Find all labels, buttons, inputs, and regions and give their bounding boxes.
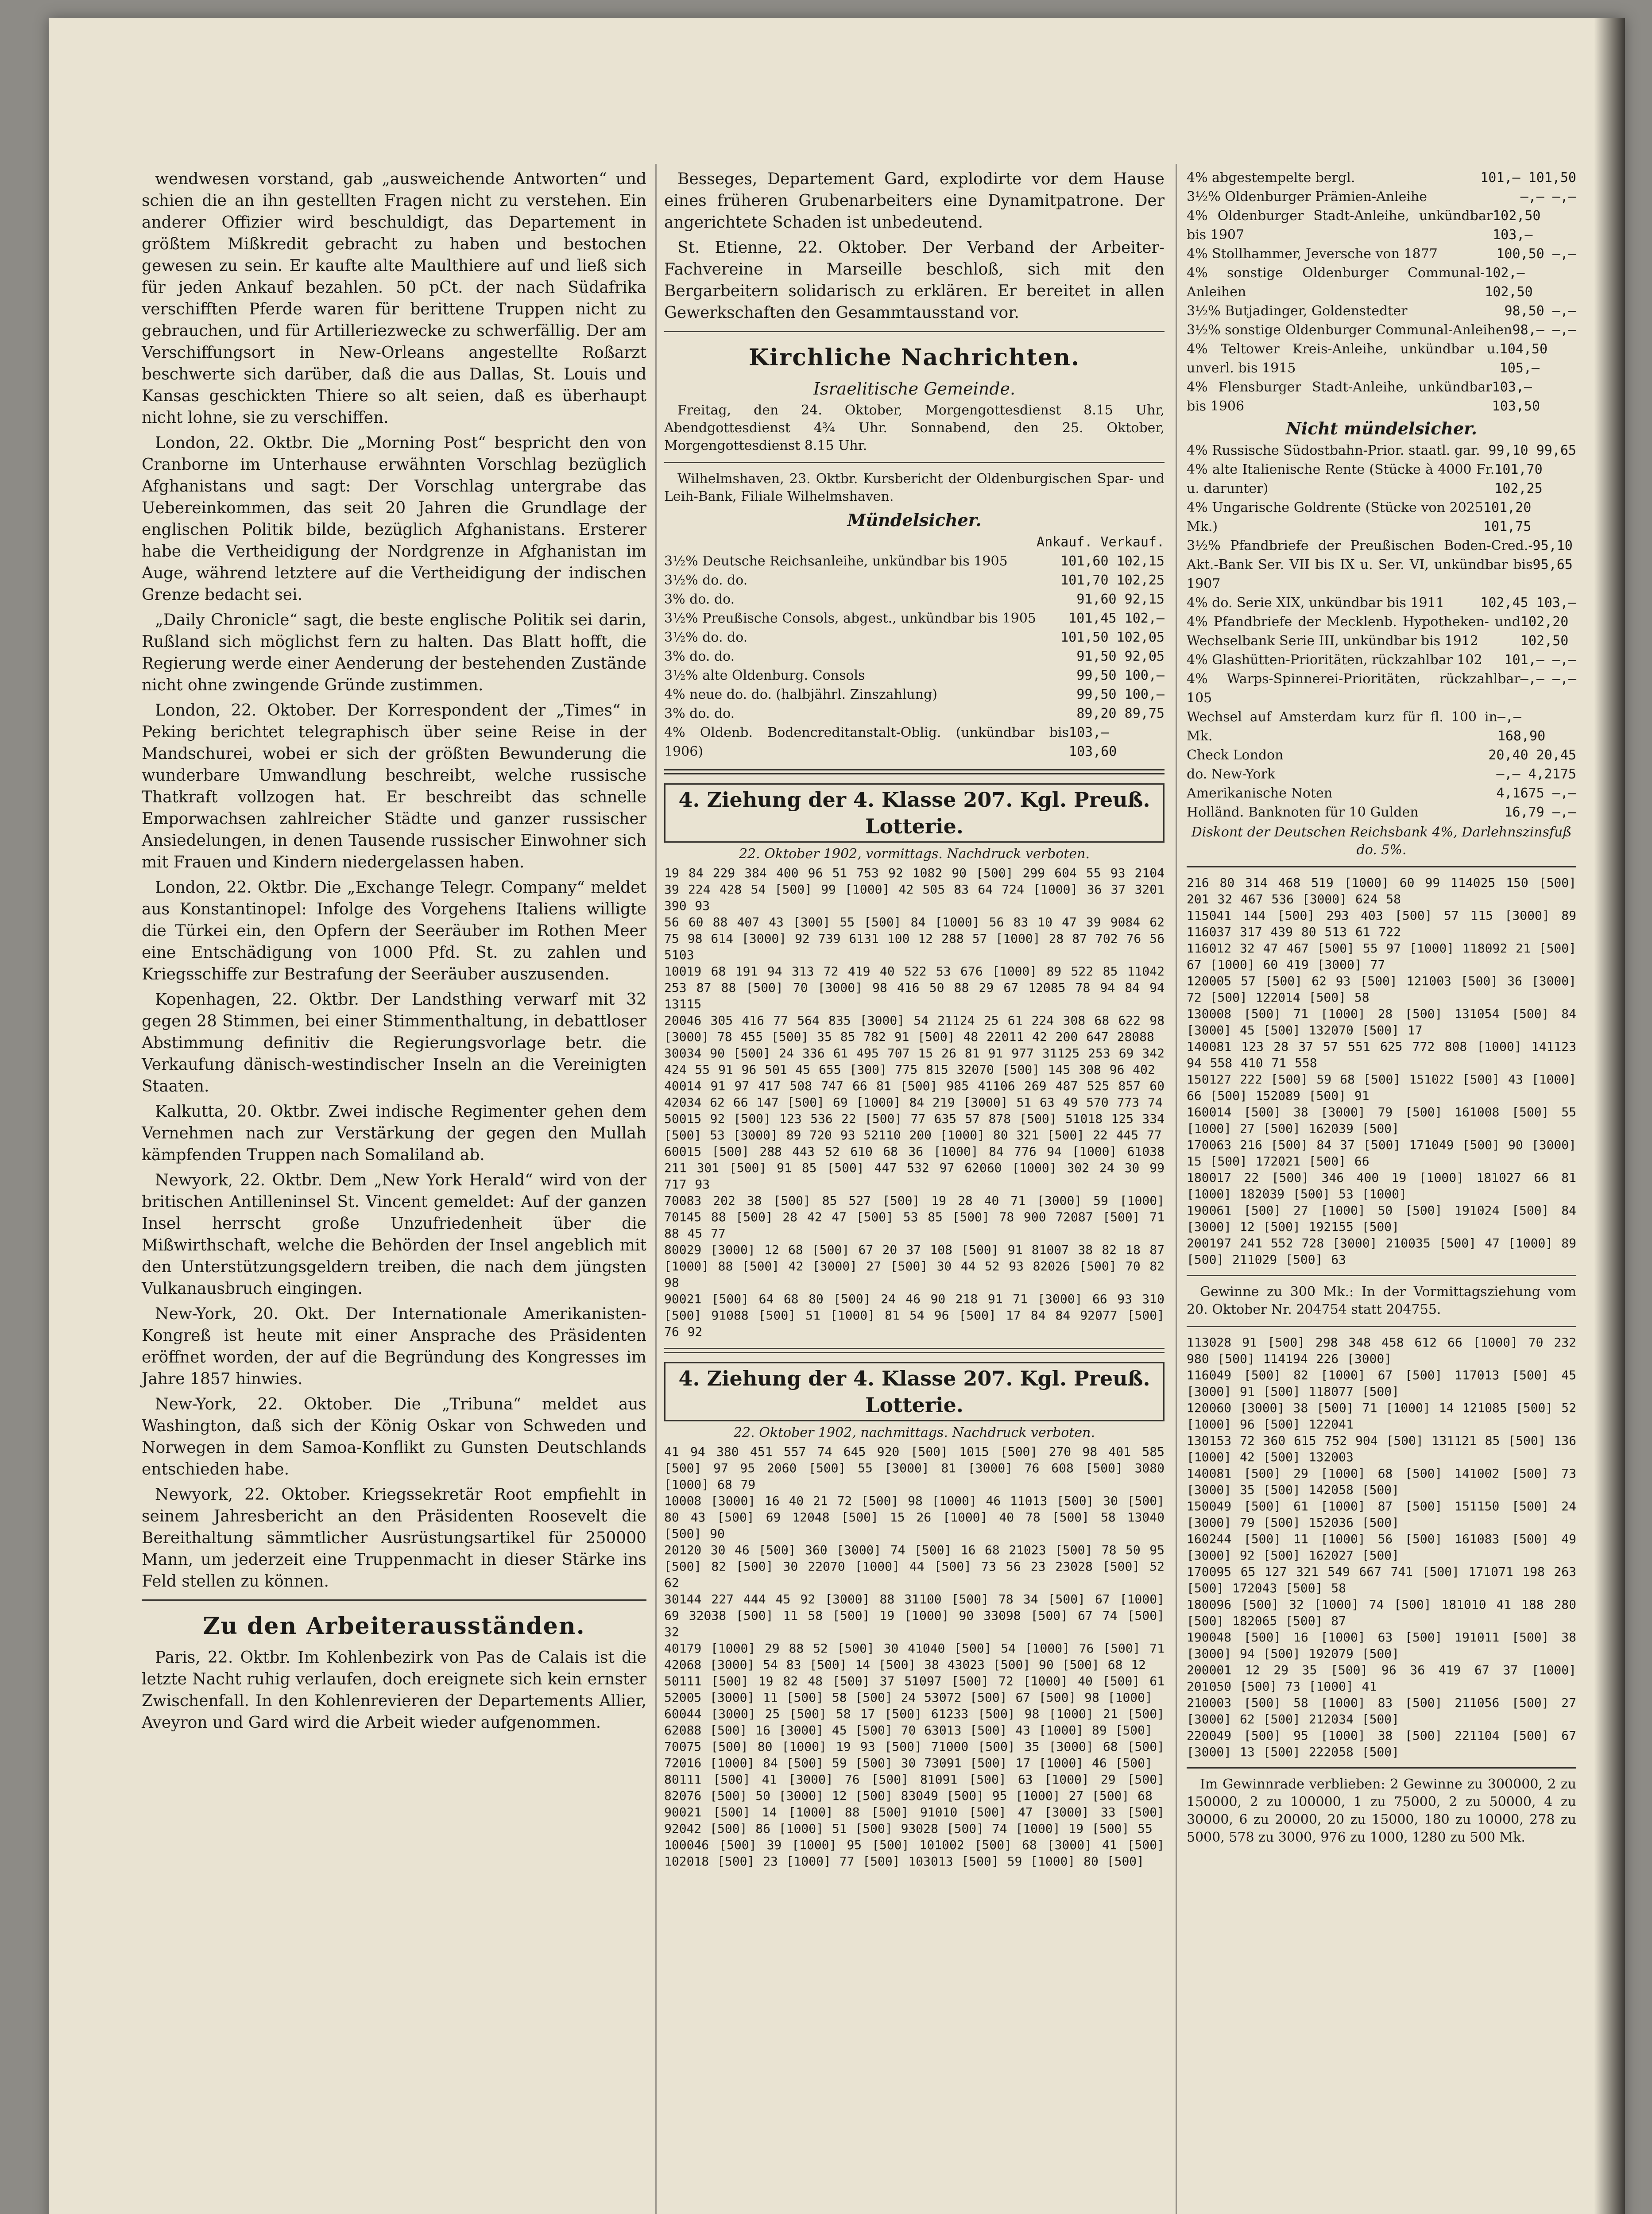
column-separator bbox=[1176, 164, 1177, 2214]
lottery-number-line: 50015 92 [500] 123 536 22 [500] 77 635 57 878 [500] 51018 125 334 [500] 53 [3000] 89 720 93 52110 200 [1000] 80 321 [500] 22 445 77 bbox=[664, 1111, 1165, 1142]
rate-value: 99,50 100,— bbox=[1076, 668, 1165, 683]
lottery-number-line: 120060 [3000] 38 [500] 71 [1000] 14 121085 [500] 52 [1000] 96 [500] 122041 bbox=[1187, 1401, 1576, 1432]
lottery-number-line: 56 60 88 407 43 [300] 55 [500] 84 [1000] 56 83 10 47 39 9084 62 75 98 614 [3000] 92 739 6131 100 12 288 57 [1000] 28 87 702 76 56 5103 bbox=[664, 915, 1165, 962]
column-separator bbox=[655, 164, 657, 2214]
news-paragraph: St. Etienne, 22. Oktober. Der Verband der Arbeiter-Fachvereine in Marseille beschloß, sich mit den Bergarbeitern solidarisch zu erklären. Er bereitet in allen Gewerkschaften den Gesammtausstand vor. bbox=[664, 239, 1165, 322]
rate-label: 4% sonstige Oldenburger Communal-Anleihen bbox=[1187, 265, 1485, 300]
rate-value: 98,— —,— bbox=[1512, 322, 1576, 338]
news-paragraph: Paris, 22. Oktbr. Im Kohlenbezirk von Pas de Calais ist die letzte Nacht ruhig verlaufen, doch ereignete sich kein ernster Zwischenfall. In den Kohlenrevieren der Departements Allier, Aveyron und Gard wird die Arbeit wieder aufgenommen. bbox=[142, 1649, 646, 1732]
lottery-number-line: 190048 [500] 16 [1000] 63 [500] 191011 [500] 38 [3000] 94 [500] 192079 [500] bbox=[1187, 1630, 1576, 1661]
lottery-number-line: 70083 202 38 [500] 85 527 [500] 19 28 40 71 [3000] 59 [1000] 70145 88 [500] 28 42 47 [500] 53 85 [500] 78 900 72087 [500] 71 88 45 77 bbox=[664, 1193, 1165, 1241]
rate-label: 4% neue do. do. (halbjährl. Zinszahlung) bbox=[664, 687, 937, 702]
rate-row bbox=[664, 666, 1165, 685]
rate-label: Amerikanische Noten bbox=[1187, 786, 1333, 801]
news-paragraph: „Daily Chronicle“ sagt, die beste englische Politik sei darin, Rußland sich möglichst fern zu halten. Das Blatt hofft, die Regierung werde einer Aenderung der bestehenden Zustände nicht ohne zwingende Gründe zustimmen. bbox=[142, 611, 646, 694]
rate-value: —,— 168,90 bbox=[1497, 709, 1546, 744]
lottery-number-line: 200197 241 552 728 [3000] 210035 [500] 47 [1000] 89 [500] 211029 [500] 63 bbox=[1187, 1236, 1576, 1267]
lottery-number-line: 180096 [500] 32 [1000] 74 [500] 181010 41 188 280 [500] 182065 [500] 87 bbox=[1187, 1597, 1576, 1628]
rate-row bbox=[1187, 263, 1576, 302]
rate-label: 4% Glashütten-Prioritäten, rückzahlbar 102 bbox=[1187, 652, 1482, 668]
news-paragraph: wendwesen vorstand, gab „ausweichende Antworten“ und schien die an ihn gestellten Fragen nicht zu verstehen. Ein anderer Offizier wird beschuldigt, das Departement in größtem Mißkredit gebracht zu haben und bestochen gewesen zu sein. Er kaufte alte Maulthiere auf und ließ sich für jeden Ankauf bezahlen. 50 pCt. der nach Südafrika verschifften Pferde waren für berittene Truppen nicht zu gebrauchen, und für Artilleriezwecke zu schwerfällig. Der am Verschiffungsort in New-Orleans angestellte Roßarzt beschwerte sich darüber, daß die aus Dallas, St. Louis und Kansas geschickten Thiere so alt seien, daß es überhaupt nicht lohne, sie zu verschiffen. bbox=[142, 170, 646, 427]
divider bbox=[1187, 1767, 1576, 1769]
news-paragraph: London, 22. Oktbr. Die „Exchange Telegr. Company“ meldet aus Konstantinopel: Infolge des Vorgehens Italiens willigte die Türkei ein, den Opfern der Seeräuber im Rothen Meer eine Entschädigung von 1000 Pfd. St. zu zahlen und Kriegsschiffe zur Bestrafung der Seeräuber auszusenden. bbox=[142, 879, 646, 983]
rate-label: Check London bbox=[1187, 747, 1284, 763]
lottery-number-line: 20120 30 46 [500] 360 [3000] 74 [500] 16 68 21023 [500] 78 50 95 [500] 82 [500] 30 22070 [1000] 44 [500] 73 56 23 23028 [500] 52 62 bbox=[664, 1543, 1165, 1590]
rate-row bbox=[664, 628, 1165, 647]
rate-value: 101,20 101,75 bbox=[1483, 500, 1532, 534]
rate-label: do. New-York bbox=[1187, 766, 1276, 782]
rate-row bbox=[1187, 244, 1576, 263]
divider bbox=[1187, 1275, 1576, 1276]
lottery-number-line: 60044 [3000] 25 [500] 58 17 [500] 61233 [500] 98 [1000] 21 [500] 62088 [500] 16 [3000] 45 [500] 70 63013 [500] 43 [1000] 89 [500] bbox=[664, 1707, 1165, 1738]
rates-head: Nicht mündelsicher. bbox=[1286, 418, 1477, 438]
rate-value: 102,20 102,50 bbox=[1520, 614, 1569, 649]
lottery-number-line: 160014 [500] 38 [3000] 79 [500] 161008 [500] 55 [1000] 27 [500] 162039 [500] bbox=[1187, 1105, 1576, 1136]
rate-value: —,— —,— bbox=[1520, 189, 1576, 205]
news-paragraph: New-York, 20. Okt. Der Internationale Amerikanisten-Kongreß ist heute mit einer Ansprache des Präsidenten eröffnet worden, der auf die Begründung des Kongresses im Jahre 1857 hinwies. bbox=[142, 1305, 646, 1388]
rate-row bbox=[1187, 708, 1576, 746]
rate-row bbox=[1187, 187, 1576, 206]
lottery-number-line: 90021 [500] 64 68 80 [500] 24 46 90 218 91 71 [3000] 66 93 310 [500] 91088 [500] 51 [1000] 81 54 96 [500] 17 84 84 92077 [500] 76 92 bbox=[664, 1292, 1165, 1339]
rate-value: 98,50 —,— bbox=[1504, 303, 1576, 319]
double-rule bbox=[664, 1348, 1165, 1353]
lottery-number-line: 80111 [500] 41 [3000] 76 [500] 81091 [500] 63 [1000] 29 [500] 82076 [500] 50 [3000] 12 [500] 83049 [500] 95 [1000] 27 [500] 68 bbox=[664, 1772, 1165, 1803]
rate-row bbox=[1187, 746, 1576, 765]
rate-value: 102,45 103,— bbox=[1480, 595, 1576, 611]
lottery-number-line: 120005 57 [500] 62 93 [500] 121003 [500] 36 [3000] 72 [500] 122014 [500] 58 bbox=[1187, 974, 1576, 1005]
lottery-number-line: 41 94 380 451 557 74 645 920 [500] 1015 [500] 270 98 401 585 [500] 97 95 2060 [500] 55 [3000] 81 [3000] 76 608 [500] 3080 [1000] 68 79 bbox=[664, 1444, 1165, 1492]
divider bbox=[1187, 1326, 1576, 1327]
rate-label: 4% Flensburger Stadt-Anleihe, unkündbar bis 1906 bbox=[1187, 379, 1492, 414]
church-subhead: Israelitische Gemeinde. bbox=[813, 379, 1016, 399]
discount-line: Diskont der Deutschen Reichsbank 4%, Darlehnszinsfuß do. 5%. bbox=[1191, 824, 1572, 858]
rate-label: 4% do. Serie XIX, unkündbar bis 1911 bbox=[1187, 595, 1444, 611]
news-paragraph: Kalkutta, 20. Oktbr. Zwei indische Regimenter gehen dem Vernehmen nach zur Verstärkung der gegen den Mullah kämpfenden Truppen nach Somaliland ab. bbox=[142, 1103, 646, 1164]
lottery-number-line: 170095 65 127 321 549 667 741 [500] 171071 198 263 [500] 172043 [500] 58 bbox=[1187, 1564, 1576, 1595]
rate-value: 91,50 92,05 bbox=[1076, 649, 1165, 664]
rate-row bbox=[1187, 168, 1576, 187]
rate-value: 101,60 102,15 bbox=[1060, 554, 1165, 569]
rate-label: 3½% Deutsche Reichsanleihe, unkündbar bis 1905 bbox=[664, 554, 1008, 569]
rate-row bbox=[1187, 593, 1576, 612]
lottery-number-line: 115041 144 [500] 293 403 [500] 57 115 [3000] 89 116037 317 439 80 513 61 722 bbox=[1187, 908, 1576, 939]
rate-value: 99,10 99,65 bbox=[1488, 443, 1576, 458]
rate-value: —,— 4,2175 bbox=[1496, 766, 1576, 782]
news-paragraph: London, 22. Oktbr. Die „Morning Post“ bespricht den von Cranborne im Unterhause erwähnten Vorschlag bezüglich Afghanistans und sagt: Der Vorschlag untergrabe das Uebereinkommen, das seit 20 Jahren die Grundlage der englischen Politik bilde, bezüglich Afghanistans. Ersterer habe die Vertheidigung der Nordgrenze in Afghanistan im Auge, während letztere auf die Vertheidigung der indischen Grenze bedacht sei. bbox=[142, 434, 646, 604]
rate-value: 16,79 —,— bbox=[1504, 805, 1576, 820]
rate-row bbox=[664, 552, 1165, 571]
lottery-number-line: 30144 227 444 45 92 [3000] 88 31100 [500] 78 34 [500] 67 [1000] 69 32038 [500] 11 58 [500] 19 [1000] 90 33098 [500] 67 74 [500] 32 bbox=[664, 1592, 1165, 1639]
rate-value: 89,20 89,75 bbox=[1076, 706, 1165, 721]
lottery-numbers-continued bbox=[1187, 875, 1576, 1268]
rate-row bbox=[1187, 302, 1576, 321]
news-paragraph: Newyork, 22. Oktbr. Dem „New York Herald“ wird von der britischen Antilleninsel St. Vincent gemeldet: Auf der ganzen Insel herrscht große Unzufriedenheit über die Mißwirthschaft, welche die Behörden der Insel angeblich mit den Unterstützungsgeldern treiben, die nach dem jüngsten Vulkanausbruch eingingen. bbox=[142, 1171, 646, 1298]
rate-row bbox=[1187, 765, 1576, 784]
lottery-number-line: 130153 72 360 615 752 904 [500] 131121 85 [500] 136 [1000] 42 [500] 132003 bbox=[1187, 1433, 1576, 1464]
lottery-number-line: 190061 [500] 27 [1000] 50 [500] 191024 [500] 84 [3000] 12 [500] 192155 [500] bbox=[1187, 1203, 1576, 1234]
column-2 bbox=[664, 168, 1165, 1870]
rate-value: 101,50 102,05 bbox=[1060, 630, 1165, 645]
rate-label: 3½% Oldenburger Prämien-Anleihe bbox=[1187, 189, 1428, 205]
section-head-church: Kirchliche Nachrichten. bbox=[748, 344, 1080, 371]
lottery-numbers-afternoon-continued bbox=[1187, 1334, 1576, 1760]
rate-row bbox=[1187, 321, 1576, 340]
rate-value: 101,45 102,— bbox=[1068, 611, 1165, 626]
rate-row bbox=[1187, 612, 1576, 650]
rate-value: 4,1675 —,— bbox=[1496, 786, 1576, 801]
lottery-subtitle-afternoon: 22. Oktober 1902, nachmittags. Nachdruck verboten. bbox=[733, 1425, 1095, 1440]
news-paragraphs bbox=[142, 168, 646, 1592]
bank-columns-header: Ankauf. Verkauf. bbox=[1037, 534, 1165, 550]
rate-row bbox=[1187, 498, 1576, 536]
rate-row bbox=[664, 647, 1165, 666]
rate-row bbox=[1187, 650, 1576, 670]
bank-head: Mündelsicher. bbox=[847, 510, 982, 530]
rate-label: 4% Pfandbriefe der Mecklenb. Hypotheken- und Wechselbank Serie III, unkündbar bis 1912 bbox=[1187, 614, 1520, 649]
rate-label: 4% Warps-Spinnerei-Prioritäten, rückzahlbar 105 bbox=[1187, 671, 1520, 706]
divider bbox=[664, 462, 1165, 463]
lottery-number-line: 116049 [500] 82 [1000] 67 [500] 117013 [500] 45 [3000] 91 [500] 118077 [500] bbox=[1187, 1368, 1576, 1399]
divider bbox=[1187, 866, 1576, 867]
rate-value: 100,50 —,— bbox=[1496, 246, 1576, 262]
lottery-number-line: 30034 90 [500] 24 336 61 495 707 15 26 81 91 977 31125 253 69 342 424 55 91 96 501 45 655 [300] 775 815 32070 [500] 145 308 96 402 bbox=[664, 1046, 1165, 1077]
lottery-number-line: 50111 [500] 19 82 48 [500] 37 51097 [500] 72 [1000] 40 [500] 61 52005 [3000] 11 [500] 58 [500] 24 53072 [500] 67 [500] 98 [1000] bbox=[664, 1674, 1165, 1705]
lottery-subtitle-morning: 22. Oktober 1902, vormittags. Nachdruck verboten. bbox=[739, 846, 1090, 862]
lottery-number-line: 40179 [1000] 29 88 52 [500] 30 41040 [500] 54 [1000] 76 [500] 71 42068 [3000] 54 83 [500] 14 [500] 38 43023 [500] 90 [500] 68 12 bbox=[664, 1641, 1165, 1672]
rate-row bbox=[1187, 206, 1576, 244]
double-rule bbox=[664, 769, 1165, 774]
rate-label: 3½% do. do. bbox=[664, 573, 748, 588]
news-paragraph: New-York, 22. Oktober. Die „Tribuna“ meldet aus Washington, daß sich der König Oskar von Schweden und Norwegen in dem Samoa-Konflikt zu Gunsten Deutschlands entschieden habe. bbox=[142, 1395, 646, 1479]
rate-value: —,— —,— bbox=[1520, 671, 1577, 687]
lottery-number-line: 180017 22 [500] 346 400 19 [1000] 181027 66 81 [1000] 182039 [500] 53 [1000] bbox=[1187, 1170, 1576, 1201]
rate-value: 102,— 102,50 bbox=[1485, 265, 1533, 300]
rate-label: 3% do. do. bbox=[664, 649, 735, 664]
rate-value: 103,— 103,60 bbox=[1068, 725, 1117, 759]
rate-row bbox=[664, 723, 1165, 761]
rate-value: 101,70 102,25 bbox=[1060, 573, 1165, 588]
rate-label: 4% Oldenburger Stadt-Anleihe, unkündbar bis 1907 bbox=[1187, 208, 1493, 243]
rate-value: 101,— 101,50 bbox=[1480, 170, 1576, 186]
rate-row bbox=[664, 609, 1165, 628]
lottery-number-line: 150049 [500] 61 [1000] 87 [500] 151150 [500] 24 [3000] 79 [500] 152036 [500] bbox=[1187, 1499, 1576, 1530]
rate-row bbox=[664, 704, 1165, 723]
church-text: Freitag, den 24. Oktober, Morgengottesdienst 8.15 Uhr, Abendgottesdienst 4¾ Uhr. Sonnabend, den 25. Oktober, Morgengottesdienst 8.15 Uhr. bbox=[664, 403, 1165, 453]
bank-rate-table bbox=[664, 552, 1165, 761]
lottery-number-line: 113028 91 [500] 298 348 458 612 66 [1000] 70 232 980 [500] 114194 226 [3000] bbox=[1187, 1335, 1576, 1366]
rate-row bbox=[1187, 378, 1576, 416]
lottery-number-line: 130008 [500] 71 [1000] 28 [500] 131054 [500] 84 [3000] 45 [500] 132070 [500] 17 bbox=[1187, 1006, 1576, 1037]
column-3 bbox=[1187, 168, 1576, 1850]
lottery-number-line: 20046 305 416 77 564 835 [3000] 54 21124 25 61 224 308 68 622 98 [3000] 78 455 [500] 35 85 782 91 [500] 48 22011 42 200 647 28088 bbox=[664, 1013, 1165, 1044]
rate-row bbox=[664, 571, 1165, 590]
rate-label: Wechsel auf Amsterdam kurz für fl. 100 in Mk. bbox=[1187, 709, 1497, 744]
lottery-number-line: 170063 216 [500] 84 37 [500] 171049 [500] 90 [3000] 15 [500] 172021 [500] 66 bbox=[1187, 1138, 1576, 1169]
column-1 bbox=[142, 168, 646, 1737]
lottery-number-line: 210003 [500] 58 [1000] 83 [500] 211056 [500] 27 [3000] 62 [500] 212034 [500] bbox=[1187, 1695, 1576, 1726]
rate-value: 102,50 103,— bbox=[1493, 208, 1541, 243]
lottery-number-line: 150127 222 [500] 59 68 [500] 151022 [500] 43 [1000] 66 [500] 152089 [500] 91 bbox=[1187, 1072, 1576, 1103]
rate-row bbox=[1187, 670, 1576, 708]
rate-label: 4% Stollhammer, Jeversche von 1877 bbox=[1187, 246, 1438, 262]
lottery-number-line: 10019 68 191 94 313 72 419 40 522 53 676 [1000] 89 522 85 11042 253 87 88 [500] 70 [3000] 98 416 50 88 29 67 12085 78 94 84 94 13115 bbox=[664, 964, 1165, 1011]
rate-value: 101,— —,— bbox=[1504, 652, 1576, 668]
rate-value: 95,10 95,65 bbox=[1532, 538, 1573, 573]
rate-label: 3% do. do. bbox=[664, 706, 735, 721]
news-paragraphs bbox=[664, 168, 1165, 324]
rate-value: 99,50 100,— bbox=[1076, 687, 1165, 702]
news-paragraph: London, 22. Oktober. Der Korrespondent der „Times“ in Peking berichtet telegraphisch über seine Reise in der Mandschurei, wobei er sich der größten Bewunderung die wunderbare Umwandlung beschreibt, welche russische Thatkraft vollzogen hat. Er beschreibt das schnelle Emporwachsen zahlreicher Städte und ganzer russischer Ansiedelungen, in denen Tausende russischer Einwohner sich mit Frauen und Kindern niedergelassen haben. bbox=[142, 701, 646, 871]
rate-value: 91,60 92,15 bbox=[1076, 592, 1165, 607]
rate-row bbox=[1187, 803, 1576, 822]
lottery-number-line: 140081 123 28 37 57 551 625 772 808 [1000] 141123 94 558 410 71 558 bbox=[1187, 1039, 1576, 1070]
rate-row bbox=[1187, 441, 1576, 460]
news-paragraph: Besseges, Departement Gard, explodirte vor dem Hause eines früheren Grubenarbeiters eine Dynamitpatrone. Der angerichtete Schaden ist unbedeutend. bbox=[664, 170, 1165, 232]
rate-label: 3½% sonstige Oldenburger Communal-Anleihen bbox=[1187, 322, 1513, 338]
lottery-number-line: 200001 12 29 35 [500] 96 36 419 67 37 [1000] 201050 [500] 73 [1000] 41 bbox=[1187, 1663, 1576, 1694]
rate-label: 3% do. do. bbox=[664, 592, 735, 607]
rate-row bbox=[1187, 784, 1576, 803]
rate-label: 3½% Butjadinger, Goldenstedter bbox=[1187, 303, 1408, 319]
lottery-number-line: 140081 [500] 29 [1000] 68 [500] 141002 [500] 73 [3000] 35 [500] 142058 [500] bbox=[1187, 1466, 1576, 1497]
rate-label: 3½% Pfandbriefe der Preußischen Boden-Cred.-Akt.-Bank Ser. VII bis IX u. Ser. VI, unkündbar bis 1907 bbox=[1187, 538, 1533, 592]
rate-label: 4% Russische Südostbahn-Prior. staatl. gar. bbox=[1187, 443, 1480, 458]
lottery-numbers-afternoon bbox=[664, 1444, 1165, 1870]
newspaper-page bbox=[49, 18, 1625, 2214]
rate-row bbox=[664, 685, 1165, 704]
rate-row bbox=[1187, 536, 1576, 593]
page-binding-shadow bbox=[1594, 18, 1625, 2214]
lottery-number-line: 160244 [500] 11 [1000] 56 [500] 161083 [500] 49 [3000] 92 [500] 162027 [500] bbox=[1187, 1532, 1576, 1563]
rate-value: 104,50 105,— bbox=[1499, 341, 1548, 376]
rate-row bbox=[664, 590, 1165, 609]
rate-value: 20,40 20,45 bbox=[1488, 747, 1576, 763]
rate-label: 3½% Preußische Consols, abgest., unkündbar bis 1905 bbox=[664, 611, 1036, 626]
lottery-number-line: 100046 [500] 39 [1000] 95 [500] 101002 [500] 68 [3000] 41 [500] 102018 [500] 23 [1000] 77 [500] 103013 [500] 59 [1000] 80 [500] bbox=[664, 1838, 1165, 1869]
rate-label: 4% Teltower Kreis-Anleihe, unkündbar u. unverl. bis 1915 bbox=[1187, 341, 1500, 376]
bank-text: Wilhelmshaven, 23. Oktbr. Kursbericht der Oldenburgischen Spar- und Leih-Bank, Filiale Wilhelmshaven. bbox=[664, 471, 1165, 504]
lottery-number-line: 116012 32 47 467 [500] 55 97 [1000] 118092 21 [500] 67 [1000] 60 419 [3000] 77 bbox=[1187, 941, 1576, 972]
news-paragraph: Newyork, 22. Oktober. Kriegssekretär Root empfiehlt in seinem Jahresbericht an den Präsidenten Roosevelt die Bereithaltung sämmtlicher Ausrüstungsartikel für 250000 Mann, um jederzeit eine Truppenmacht in dieser Stärke ins Feld stellen zu können. bbox=[142, 1486, 646, 1591]
section-head-strikes: Zu den Arbeiterausständen. bbox=[203, 1613, 585, 1640]
lottery-title-morning: 4. Ziehung der 4. Klasse 207. Kgl. Preuß. Lotterie. bbox=[664, 783, 1165, 843]
lottery-number-line: 80029 [3000] 12 68 [500] 67 20 37 108 [500] 91 81007 38 82 18 87 [1000] 88 [500] 42 [3000] 27 [500] 30 44 52 93 82026 [500] 70 82 98 bbox=[664, 1242, 1165, 1290]
rate-table-top bbox=[1187, 168, 1576, 416]
rate-value: 103,— 103,50 bbox=[1492, 379, 1540, 414]
lottery-number-line: 216 80 314 468 519 [1000] 60 99 114025 150 [500] 201 32 467 536 [3000] 624 58 bbox=[1187, 875, 1576, 906]
rate-label: Holländ. Banknoten für 10 Gulden bbox=[1187, 805, 1419, 820]
lottery-numbers-morning bbox=[664, 865, 1165, 1340]
rate-table-bottom bbox=[1187, 441, 1576, 822]
trailer-note: Gewinne zu 300 Mk.: In der Vormittagsziehung vom 20. Oktober Nr. 204754 statt 204755. bbox=[1187, 1284, 1576, 1317]
rate-label: 4% abgestempelte bergl. bbox=[1187, 170, 1355, 186]
rate-label: 3½% alte Oldenburg. Consols bbox=[664, 668, 865, 683]
lottery-number-line: 70075 [500] 80 [1000] 19 93 [500] 71000 [500] 35 [3000] 68 [500] 72016 [1000] 84 [500] 59 [500] 30 73091 [500] 17 [1000] 46 [500] bbox=[664, 1739, 1165, 1770]
lottery-number-line: 10008 [3000] 16 40 21 72 [500] 98 [1000] 46 11013 [500] 30 [500] 80 43 [500] 69 12048 [500] 15 26 [1000] 40 78 [500] 58 13040 [500] 90 bbox=[664, 1494, 1165, 1541]
lottery-number-line: 90021 [500] 14 [1000] 88 [500] 91010 [500] 47 [3000] 33 [500] 92042 [500] 86 [1000] 51 [500] 93028 [500] 74 [1000] 19 [500] 55 bbox=[664, 1805, 1165, 1836]
rate-label: 4% alte Italienische Rente (Stücke à 4000 Fr. u. darunter) bbox=[1187, 462, 1495, 496]
lottery-number-line: 60015 [500] 288 443 52 610 68 36 [1000] 84 776 94 [1000] 61038 211 301 [500] 91 85 [500] 447 532 97 62060 [1000] 302 24 30 99 717 93 bbox=[664, 1144, 1165, 1192]
rate-label: 4% Ungarische Goldrente (Stücke von 2025 Mk.) bbox=[1187, 500, 1483, 534]
rate-row bbox=[1187, 340, 1576, 378]
news-paragraph: Kopenhagen, 22. Oktbr. Der Landsthing verwarf mit 32 gegen 28 Stimmen, bei einer Stimmenthaltung, in debattloser Abstimmung definitiv die Regierungsvorlage betr. die Verkaufung dänisch-westindischer Inseln an die Vereinigten Staaten. bbox=[142, 991, 646, 1095]
rate-label: 3½% do. do. bbox=[664, 630, 748, 645]
lottery-number-line: 19 84 229 384 400 96 51 753 92 1082 90 [500] 299 604 55 93 2104 39 224 428 54 [500] 99 [1000] 42 505 83 64 724 [1000] 36 37 3201 390 93 bbox=[664, 866, 1165, 913]
lottery-number-line: 220049 [500] 95 [1000] 38 [500] 221104 [500] 67 [3000] 13 [500] 222058 [500] bbox=[1187, 1728, 1576, 1759]
divider bbox=[142, 1599, 646, 1601]
rate-row bbox=[1187, 460, 1576, 498]
divider bbox=[664, 331, 1165, 332]
closing-note: Im Gewinnrade verblieben: 2 Gewinne zu 300000, 2 zu 150000, 2 zu 100000, 1 zu 75000, 2 zu 50000, 4 zu 30000, 6 zu 20000, 20 zu 15000, 180 zu 10000, 278 zu 5000, 578 zu 3000, 976 zu 1000, 1280 zu 500 Mk. bbox=[1187, 1777, 1576, 1845]
lottery-number-line: 40014 91 97 417 508 747 66 81 [500] 985 41106 269 487 525 857 60 42034 62 66 147 [500] 69 [1000] 84 219 [3000] 51 63 49 570 773 74 bbox=[664, 1079, 1165, 1110]
rate-label: 4% Oldenb. Bodencreditanstalt-Oblig. (unkündbar bis 1906) bbox=[664, 725, 1069, 759]
lottery-title-afternoon: 4. Ziehung der 4. Klasse 207. Kgl. Preuß. Lotterie. bbox=[664, 1362, 1165, 1421]
rate-value: 101,70 102,25 bbox=[1494, 462, 1543, 496]
